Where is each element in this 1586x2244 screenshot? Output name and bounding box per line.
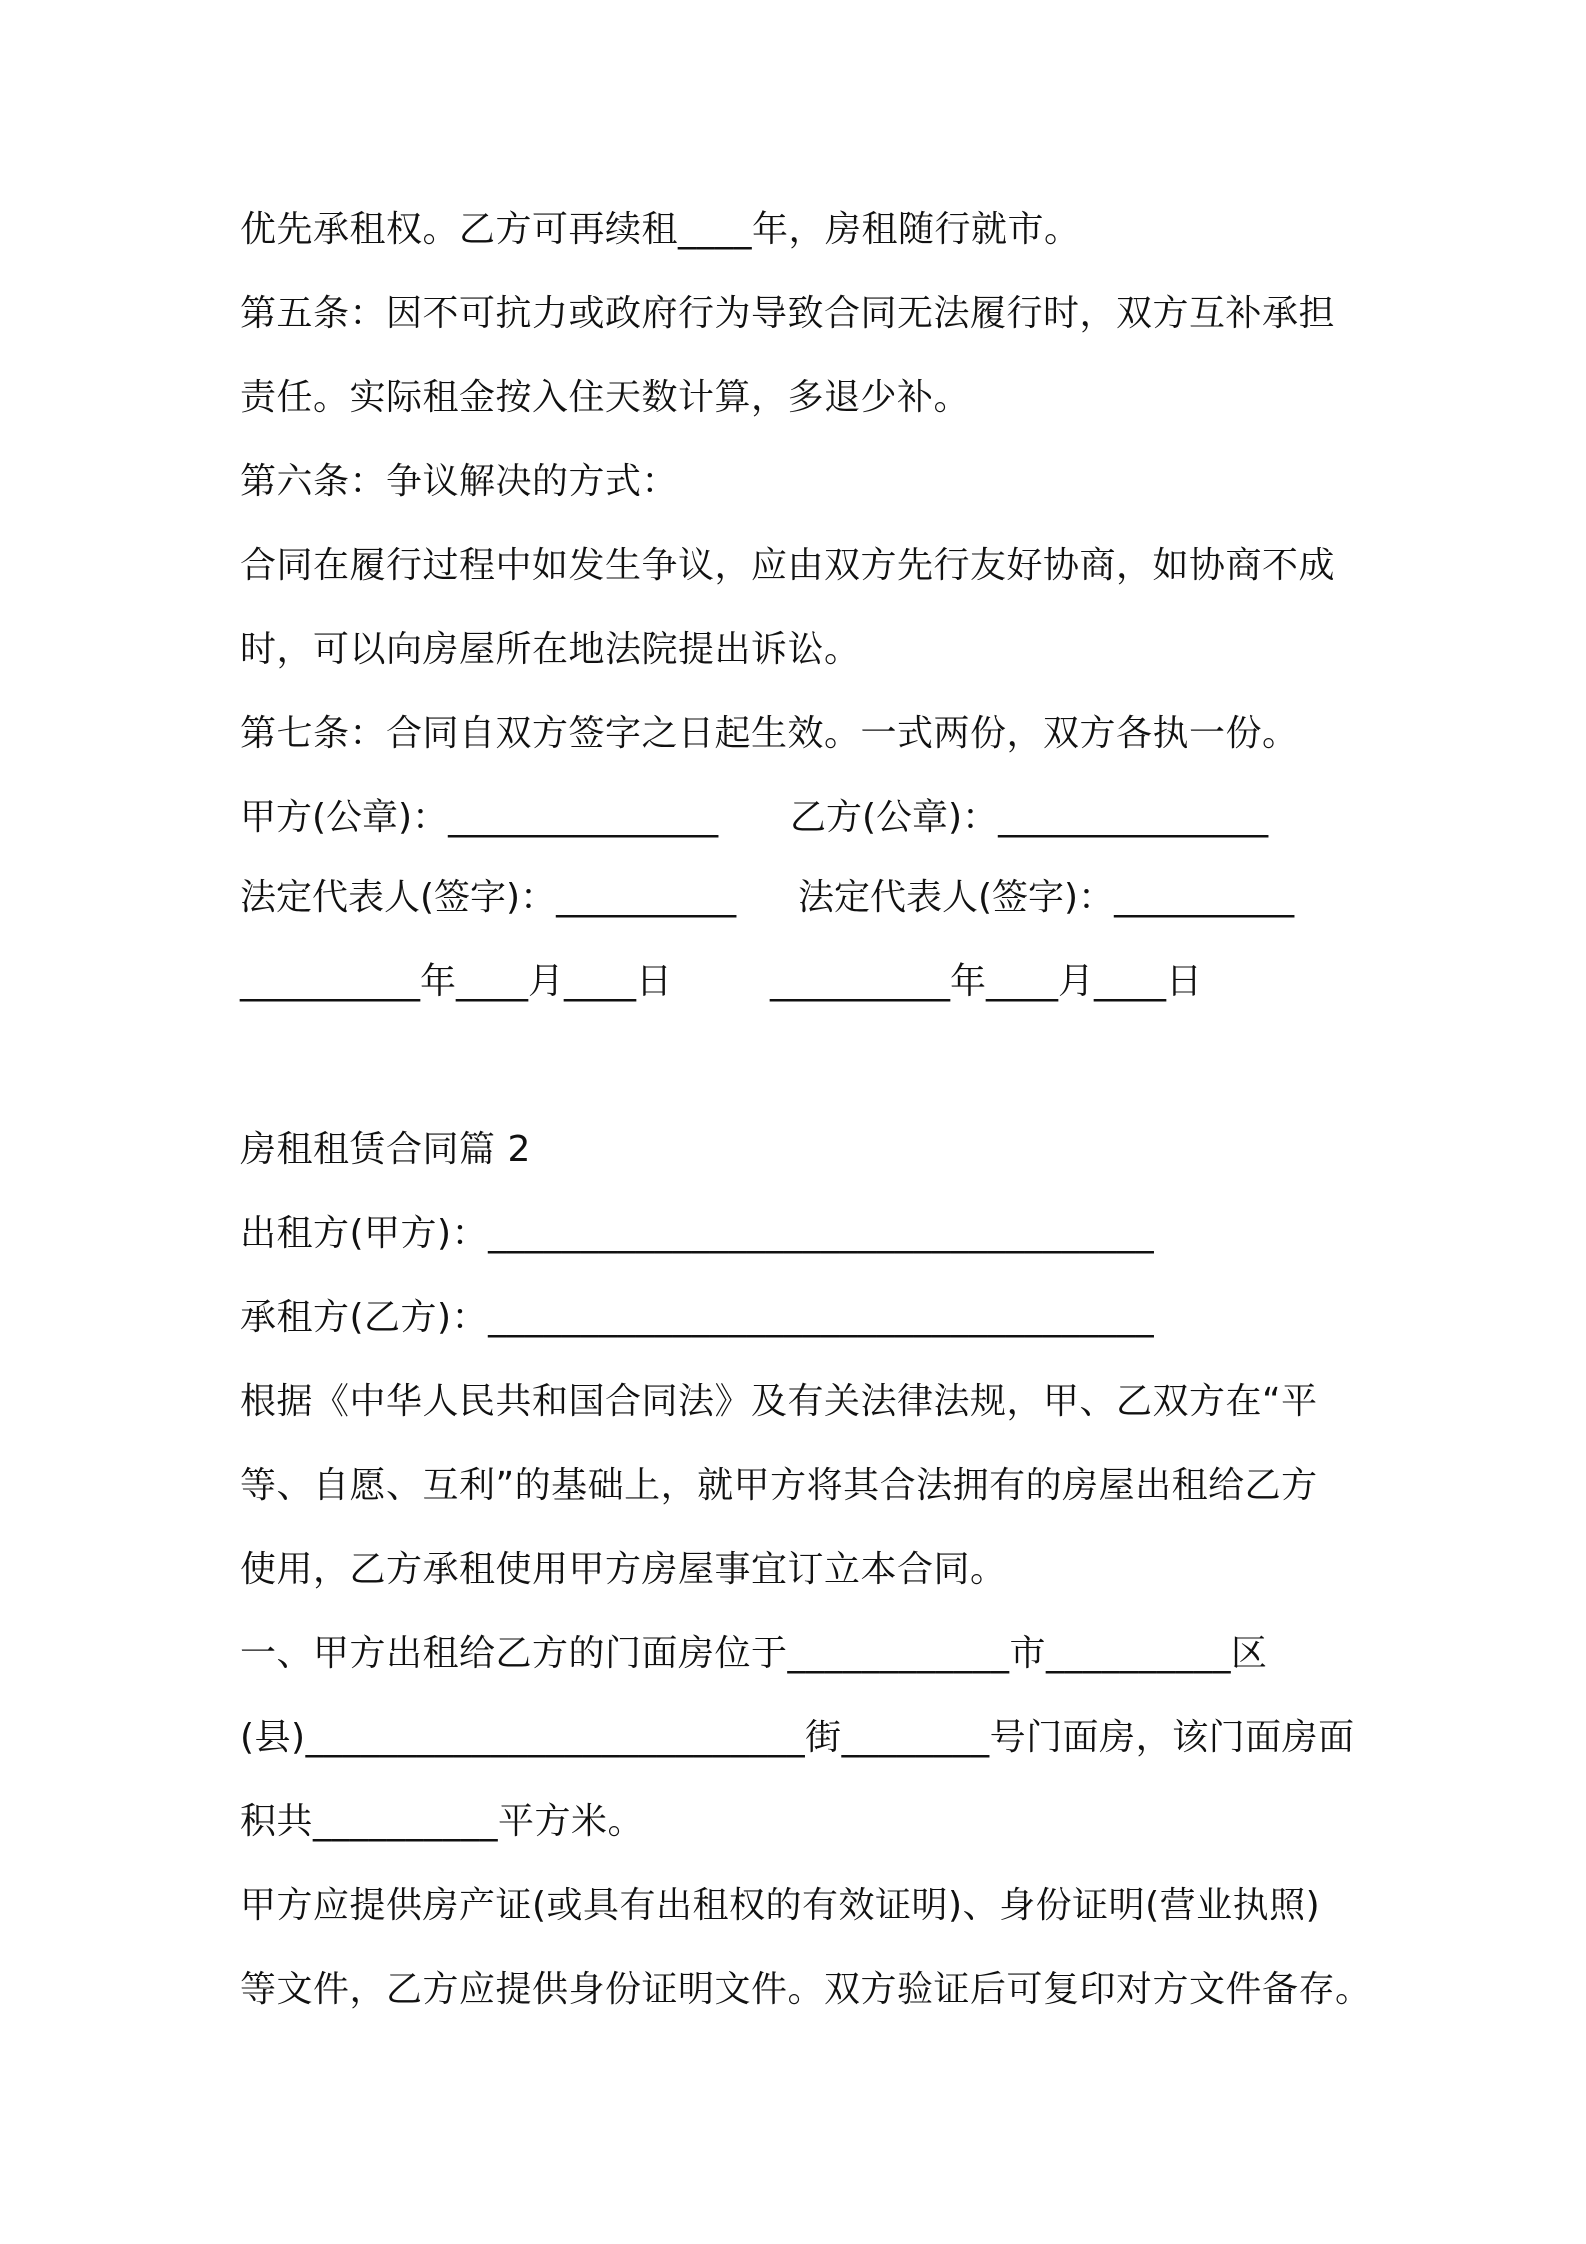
basis-line-2: 等、自愿、互利”的基础上，就甲方将其合法拥有的房屋出租给乙方 bbox=[240, 1465, 1318, 1506]
date-b: __________年____月____日 bbox=[770, 961, 1202, 1002]
dispute-line-1: 合同在履行过程中如发生争议，应由双方先行友好协商，如协商不成 bbox=[240, 545, 1336, 586]
article-6-heading: 第六条：争议解决的方式： bbox=[240, 461, 679, 502]
party-b-seal: 乙方(公章)：_______________ bbox=[790, 797, 1269, 838]
article-5-line-2: 责任。实际租金按入住天数计算，多退少补。 bbox=[240, 377, 971, 418]
date-a: __________年____月____日 bbox=[240, 961, 672, 1002]
representative-a: 法定代表人(签字)：__________ bbox=[240, 877, 737, 918]
documents-line-2: 等文件，乙方应提供身份证明文件。双方验证后可复印对方文件备存。 bbox=[240, 1969, 1372, 2010]
article-7: 第七条：合同自双方签字之日起生效。一式两份，双方各执一份。 bbox=[240, 713, 1299, 754]
item-1-line-3: 积共__________平方米。 bbox=[240, 1801, 645, 1842]
basis-line-1: 根据《中华人民共和国合同法》及有关法律法规，甲、乙双方在“平 bbox=[240, 1381, 1318, 1422]
basis-line-3: 使用，乙方承租使用甲方房屋事宜订立本合同。 bbox=[240, 1549, 1007, 1590]
lessee-line: 承租方(乙方)：____________________________________ bbox=[240, 1297, 1155, 1338]
item-1-line-2: (县)___________________________街________号门面房，该门面房面 bbox=[240, 1717, 1355, 1758]
party-a-seal: 甲方(公章)：_______________ bbox=[240, 797, 719, 838]
documents-line-1: 甲方应提供房产证(或具有出租权的有效证明)、身份证明(营业执照) bbox=[240, 1885, 1321, 1926]
lessor-line: 出租方(甲方)：____________________________________ bbox=[240, 1213, 1155, 1254]
paragraph-renewal: 优先承租权。乙方可再续租____年，房租随行就市。 bbox=[240, 209, 1081, 250]
item-1-line-1: 一、甲方出租给乙方的门面房位于____________市__________区 bbox=[240, 1633, 1268, 1674]
article-5-line-1: 第五条：因不可抗力或政府行为导致合同无法履行时，双方互补承担 bbox=[240, 293, 1336, 334]
dispute-line-2: 时，可以向房屋所在地法院提出诉讼。 bbox=[240, 629, 861, 670]
representative-b: 法定代表人(签字)：__________ bbox=[798, 877, 1295, 918]
section-2-title: 房租租赁合同篇 2 bbox=[240, 1129, 531, 1170]
